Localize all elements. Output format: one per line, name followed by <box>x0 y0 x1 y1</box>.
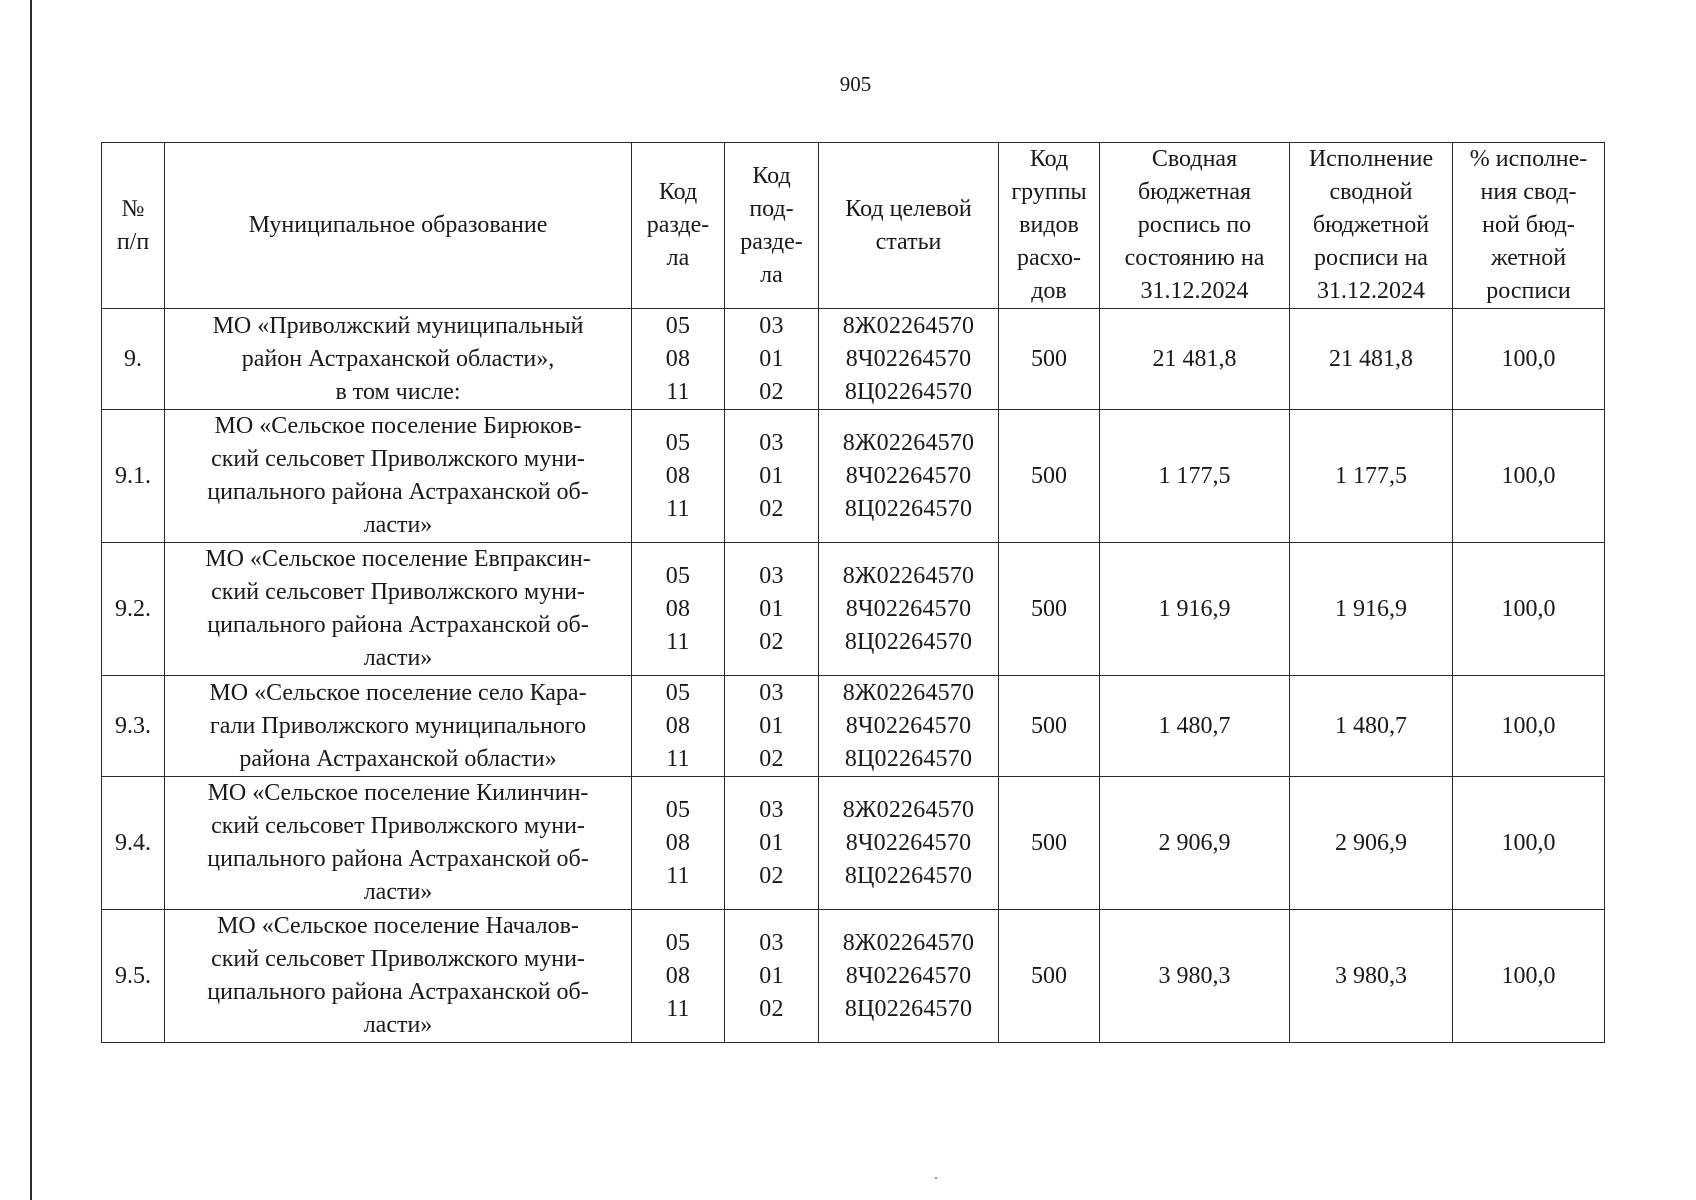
header-subsection-code <box>725 143 819 309</box>
header-label-line: ной бюд- <box>1482 212 1575 238</box>
header-label-line: разде- <box>740 228 803 255</box>
subsection-codes-line: 03 <box>759 429 784 456</box>
section-codes-line: 05 <box>665 562 691 589</box>
subsection-codes-line: 01 <box>759 595 784 622</box>
table-row <box>102 777 1605 910</box>
subsection-codes-line: 01 <box>759 962 784 989</box>
municipality-name-line: ципального района Астраханской об- <box>207 846 589 872</box>
table-header-row <box>102 143 1605 309</box>
header-label-line: Сводная <box>1151 146 1238 172</box>
target-codes-line: 8Ч02264570 <box>845 829 972 856</box>
header-label-line: расхо- <box>1016 245 1082 271</box>
header-label-line: под- <box>749 195 794 222</box>
target-codes-line: 8Ж02264570 <box>842 562 975 589</box>
target-codes-line: 8Ч02264570 <box>845 712 972 739</box>
target-codes <box>819 910 999 1043</box>
municipality-name-line: район Астраханской области», <box>241 345 555 372</box>
municipality-name-line: МО «Сельское поселение село Кара- <box>209 679 587 706</box>
section-codes-line: 11 <box>666 378 690 405</box>
section-codes <box>632 309 725 410</box>
subsection-codes-line: 02 <box>759 628 784 655</box>
target-codes-line: 8Ж02264570 <box>842 679 975 706</box>
municipality-name-line: ский сельсовет Приволжского муни- <box>211 813 585 839</box>
section-codes-line: 05 <box>665 929 691 956</box>
row-number: 9.1. <box>102 410 165 543</box>
header-section-code <box>632 143 725 309</box>
header-label-line: росписи на <box>1314 245 1428 271</box>
subsection-codes-line: 02 <box>759 995 784 1022</box>
subsection-codes <box>725 309 819 410</box>
section-codes-line: 08 <box>665 829 691 856</box>
header-label-line: росписи <box>1486 278 1571 304</box>
municipality-name-line: МО «Сельское поселение Килинчин- <box>207 780 589 806</box>
section-codes-line: 05 <box>665 679 691 706</box>
row-number: 9.2. <box>102 543 165 676</box>
header-label-line: видов <box>1019 212 1079 238</box>
table-body <box>102 309 1605 1043</box>
budget-execution-value: 21 481,8 <box>1290 309 1453 410</box>
table-row <box>102 676 1605 777</box>
expense-group-code: 500 <box>999 309 1100 410</box>
target-codes-line: 8Ч02264570 <box>845 462 972 489</box>
section-codes-line: 05 <box>665 312 691 339</box>
target-codes-line: 8Ц02264570 <box>844 862 973 889</box>
header-label-line: % исполне- <box>1469 146 1588 172</box>
row-number: 9.3. <box>102 676 165 777</box>
subsection-codes <box>725 543 819 676</box>
table-row <box>102 910 1605 1043</box>
municipality-name-line: гали Приволжского муниципального <box>209 712 587 739</box>
header-expense-group-code <box>999 143 1100 309</box>
header-label-line: жетной <box>1490 245 1567 271</box>
header-label-line: бюджетная <box>1137 179 1252 205</box>
municipality-name-line: ласти» <box>363 879 433 905</box>
section-codes-line: 08 <box>665 345 691 372</box>
subsection-codes <box>725 777 819 910</box>
expense-group-code: 500 <box>999 676 1100 777</box>
target-codes-line: 8Ж02264570 <box>842 312 975 339</box>
expense-group-code: 500 <box>999 543 1100 676</box>
municipality-name-line: ский сельсовет Приволжского муни- <box>211 579 585 605</box>
subsection-codes-line: 03 <box>759 929 784 956</box>
municipality-name-line: ласти» <box>363 1012 433 1038</box>
municipality-name-line: ципального района Астраханской об- <box>207 612 589 638</box>
execution-percent-value: 100,0 <box>1453 410 1605 543</box>
section-codes-line: 08 <box>665 595 691 622</box>
subsection-codes-line: 02 <box>759 378 784 405</box>
municipality-name <box>165 676 632 777</box>
target-codes <box>819 410 999 543</box>
table-row <box>102 410 1605 543</box>
left-margin-rule <box>30 0 32 1200</box>
target-codes-line: 8Ж02264570 <box>842 796 975 823</box>
section-codes-line: 11 <box>666 495 690 522</box>
header-label-line: сводной <box>1329 179 1413 205</box>
municipality-name-line: МО «Сельское поселение Бирюков- <box>214 413 582 439</box>
section-codes <box>632 543 725 676</box>
subsection-codes-line: 03 <box>759 796 784 823</box>
header-label-line: 31.12.2024 <box>1317 278 1425 304</box>
municipality-name-line: ласти» <box>363 645 433 671</box>
execution-percent-value: 100,0 <box>1453 910 1605 1043</box>
municipality-name <box>165 910 632 1043</box>
subsection-codes-line: 03 <box>759 562 784 589</box>
header-label-line: роспись по <box>1137 212 1252 238</box>
target-codes-line: 8Ч02264570 <box>845 962 972 989</box>
header-label-line: Муниципальное образование <box>248 212 548 238</box>
budget-plan-value: 1 480,7 <box>1100 676 1290 777</box>
header-label-line: п/п <box>116 228 150 255</box>
header-label-line: Код <box>658 179 698 205</box>
target-codes-line: 8Ч02264570 <box>845 595 972 622</box>
budget-execution-value: 1 480,7 <box>1290 676 1453 777</box>
municipality-name-line: ципального района Астраханской об- <box>207 479 589 505</box>
header-label-line: состоянию на <box>1124 245 1265 271</box>
header-target-code <box>819 143 999 309</box>
target-codes-line: 8Ц02264570 <box>844 628 973 655</box>
header-budget-plan <box>1100 143 1290 309</box>
municipality-name-line: ский сельсовет Приволжского муни- <box>211 446 585 472</box>
target-codes-line: 8Ц02264570 <box>844 745 973 772</box>
section-codes <box>632 777 725 910</box>
target-codes-line: 8Ц02264570 <box>844 378 973 405</box>
header-label-line: ла <box>760 261 783 288</box>
target-codes <box>819 676 999 777</box>
scan-speck <box>935 1177 937 1179</box>
subsection-codes-line: 03 <box>759 679 784 706</box>
execution-percent-value: 100,0 <box>1453 676 1605 777</box>
subsection-codes <box>725 676 819 777</box>
target-codes-line: 8Ц02264570 <box>844 995 973 1022</box>
target-codes <box>819 543 999 676</box>
municipality-name-line: МО «Приволжский муниципальный <box>212 312 584 339</box>
subsection-codes-line: 03 <box>759 312 784 339</box>
row-number: 9. <box>102 309 165 410</box>
expense-group-code: 500 <box>999 910 1100 1043</box>
expense-group-code: 500 <box>999 777 1100 910</box>
budget-plan-value: 1 177,5 <box>1100 410 1290 543</box>
budget-execution-value: 1 177,5 <box>1290 410 1453 543</box>
section-codes <box>632 676 725 777</box>
header-label-line: разде- <box>646 212 710 238</box>
row-number: 9.5. <box>102 910 165 1043</box>
header-label-line: Код <box>1029 146 1069 172</box>
expense-group-code: 500 <box>999 410 1100 543</box>
section-codes <box>632 410 725 543</box>
section-codes-line: 05 <box>665 429 691 456</box>
header-label-line: 31.12.2024 <box>1140 278 1249 304</box>
section-codes-line: 08 <box>665 962 691 989</box>
subsection-codes-line: 01 <box>759 345 784 372</box>
table-row <box>102 309 1605 410</box>
target-codes-line: 8Ж02264570 <box>842 929 975 956</box>
municipality-name-line: ский сельсовет Приволжского муни- <box>211 946 585 972</box>
budget-execution-value: 2 906,9 <box>1290 777 1453 910</box>
execution-percent-value: 100,0 <box>1453 309 1605 410</box>
municipality-name <box>165 543 632 676</box>
municipality-name-line: в том числе: <box>335 378 461 405</box>
header-execution-percent <box>1453 143 1605 309</box>
target-codes-line: 8Ц02264570 <box>844 495 973 522</box>
municipality-name-line: ласти» <box>363 512 433 538</box>
section-codes-line: 05 <box>665 796 691 823</box>
municipality-name <box>165 309 632 410</box>
section-codes-line: 11 <box>666 995 690 1022</box>
execution-percent-value: 100,0 <box>1453 777 1605 910</box>
budget-execution-value: 1 916,9 <box>1290 543 1453 676</box>
municipality-name-line: МО «Сельское поселение Евпраксин- <box>205 546 591 572</box>
subsection-codes <box>725 410 819 543</box>
subsection-codes-line: 02 <box>759 862 784 889</box>
header-label-line: ла <box>666 245 690 271</box>
subsection-codes-line: 01 <box>759 462 784 489</box>
header-label-line: бюджетной <box>1312 212 1430 238</box>
subsection-codes-line: 01 <box>759 829 784 856</box>
header-label-line: Код целевой <box>845 195 972 222</box>
section-codes-line: 11 <box>666 628 690 655</box>
header-budget-execution <box>1290 143 1453 309</box>
section-codes-line: 11 <box>666 862 690 889</box>
budget-execution-value: 3 980,3 <box>1290 910 1453 1043</box>
header-label-line: Код <box>752 162 791 189</box>
municipality-name-line: ципального района Астраханской об- <box>207 979 589 1005</box>
subsection-codes <box>725 910 819 1043</box>
header-label-line: Исполнение <box>1308 146 1434 172</box>
section-codes-line: 08 <box>665 462 691 489</box>
header-label-line: группы <box>1011 179 1087 205</box>
subsection-codes-line: 02 <box>759 745 784 772</box>
target-codes-line: 8Ч02264570 <box>845 345 972 372</box>
table-row <box>102 543 1605 676</box>
budget-plan-value: 21 481,8 <box>1100 309 1290 410</box>
header-label-line: ния свод- <box>1480 179 1577 205</box>
budget-plan-value: 1 916,9 <box>1100 543 1290 676</box>
section-codes-line: 11 <box>666 745 690 772</box>
section-codes-line: 08 <box>665 712 691 739</box>
header-label-line: № <box>121 195 145 222</box>
target-codes-line: 8Ж02264570 <box>842 429 975 456</box>
municipality-name-line: района Астраханской области» <box>239 745 557 772</box>
subsection-codes-line: 01 <box>759 712 784 739</box>
target-codes <box>819 309 999 410</box>
row-number: 9.4. <box>102 777 165 910</box>
municipality-name <box>165 410 632 543</box>
execution-percent-value: 100,0 <box>1453 543 1605 676</box>
header-municipality <box>165 143 632 309</box>
budget-plan-value: 3 980,3 <box>1100 910 1290 1043</box>
header-label-line: статьи <box>875 228 942 255</box>
municipality-name <box>165 777 632 910</box>
target-codes <box>819 777 999 910</box>
page-number: 905 <box>839 72 872 96</box>
header-label-line: дов <box>1031 278 1067 304</box>
section-codes <box>632 910 725 1043</box>
header-num <box>102 143 165 309</box>
budget-execution-table <box>101 142 1605 1043</box>
municipality-name-line: МО «Сельское поселение Началов- <box>217 913 579 939</box>
budget-plan-value: 2 906,9 <box>1100 777 1290 910</box>
subsection-codes-line: 02 <box>759 495 784 522</box>
